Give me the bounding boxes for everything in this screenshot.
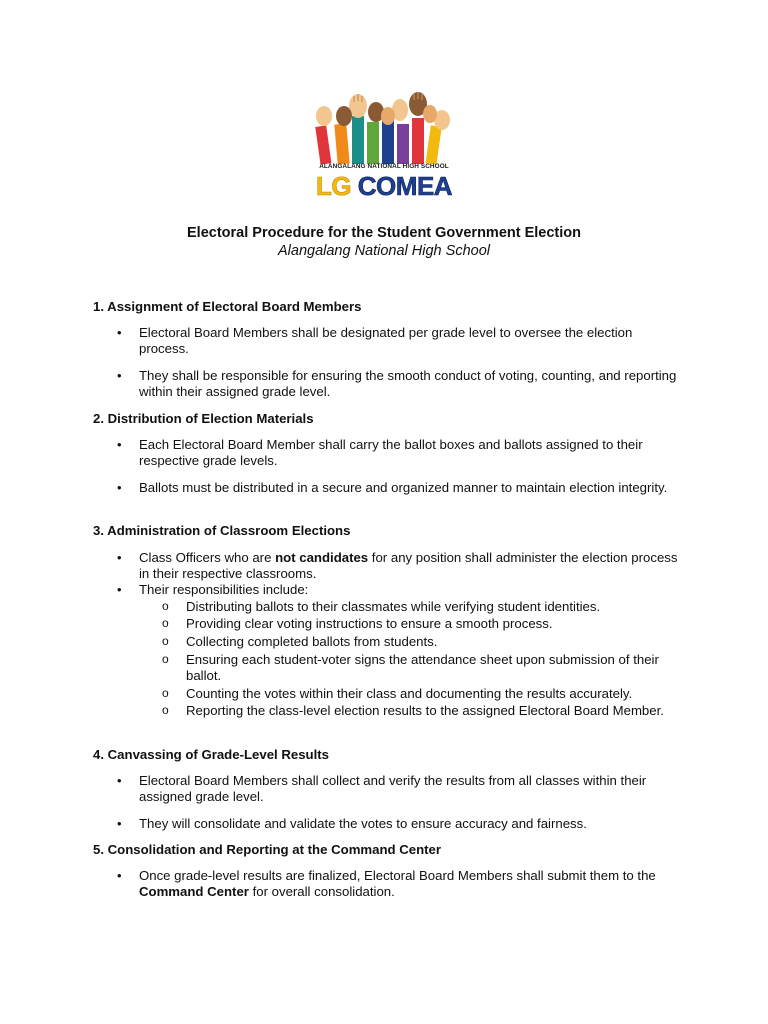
section-1-bullet-1: • Electoral Board Members shall be designated per grade level to oversee the election process.	[139, 325, 685, 358]
section-3-bullet-1	[139, 550, 685, 583]
section-heading-5: 5. Consolidation and Reporting at the Command Center	[93, 842, 442, 857]
section-3-sub-item-3: o Collecting completed ballots from students.	[186, 634, 678, 650]
section-3-bullet-2: • Their responsibilities include:	[139, 582, 685, 598]
bullet-text: for any position shall administer the election process in their respective classrooms.	[139, 550, 678, 582]
section-heading-3: 3. Administration of Classroom Elections	[93, 523, 351, 538]
logo-lg-text: LG	[315, 171, 352, 201]
bullet-text: Class Officers who are	[139, 550, 276, 565]
section-1-bullet-2: • They shall be responsible for ensuring the smooth conduct of voting, counting, and reporting within their assigned grade level.	[139, 368, 685, 401]
bullet-text: for overall consolidation.	[248, 884, 395, 900]
raised-hands-graphic	[304, 86, 464, 166]
section-heading-2: 2. Distribution of Election Materials	[93, 411, 314, 426]
section-3-sub-item-6: o Reporting the class-level election results to the assigned Electoral Board Member.	[186, 703, 678, 719]
section-3-sub-item-1: o Distributing ballots to their classmates while verifying student identities.	[186, 599, 678, 615]
logo-wordmark	[304, 171, 464, 202]
section-heading-4: 4. Canvassing of Grade-Level Results	[93, 747, 329, 762]
section-2-bullet-2: • Ballots must be distributed in a secure and organized manner to maintain election integrity.	[139, 480, 685, 496]
emphasis-command-center: Command Center	[139, 884, 249, 900]
bullet-text: Once grade-level results are finalized, Electoral Board Members shall submit them to the	[139, 868, 656, 883]
document-title: Electoral Procedure for the Student Government Election	[187, 225, 581, 241]
section-4-bullet-1: • Electoral Board Members shall collect and verify the results from all classes within their assigned grade level.	[139, 773, 685, 806]
section-3-sub-item-4: o Ensuring each student-voter signs the attendance sheet upon submission of their ballot.	[186, 652, 678, 685]
school-logo	[304, 86, 464, 202]
logo-comea-text: COMEA	[357, 171, 453, 201]
section-3-sub-item-5: o Counting the votes within their class and documenting the results accurately.	[186, 686, 678, 702]
document-subtitle: Alangalang National High School	[277, 243, 490, 259]
section-2-bullet-1: • Each Electoral Board Member shall carry the ballot boxes and ballots assigned to their respective grade levels.	[139, 437, 685, 470]
section-3-sub-item-2: o Providing clear voting instructions to ensure a smooth process.	[186, 616, 678, 632]
section-5-bullet-1	[139, 868, 685, 901]
section-heading-1: 1. Assignment of Electoral Board Members	[93, 299, 362, 314]
emphasis-not-candidates: not candidates	[275, 550, 369, 565]
logo-school-name: ALANGALANG NATIONAL HIGH SCHOOL	[319, 163, 449, 170]
section-4-bullet-2: • They will consolidate and validate the votes to ensure accuracy and fairness.	[139, 816, 685, 832]
